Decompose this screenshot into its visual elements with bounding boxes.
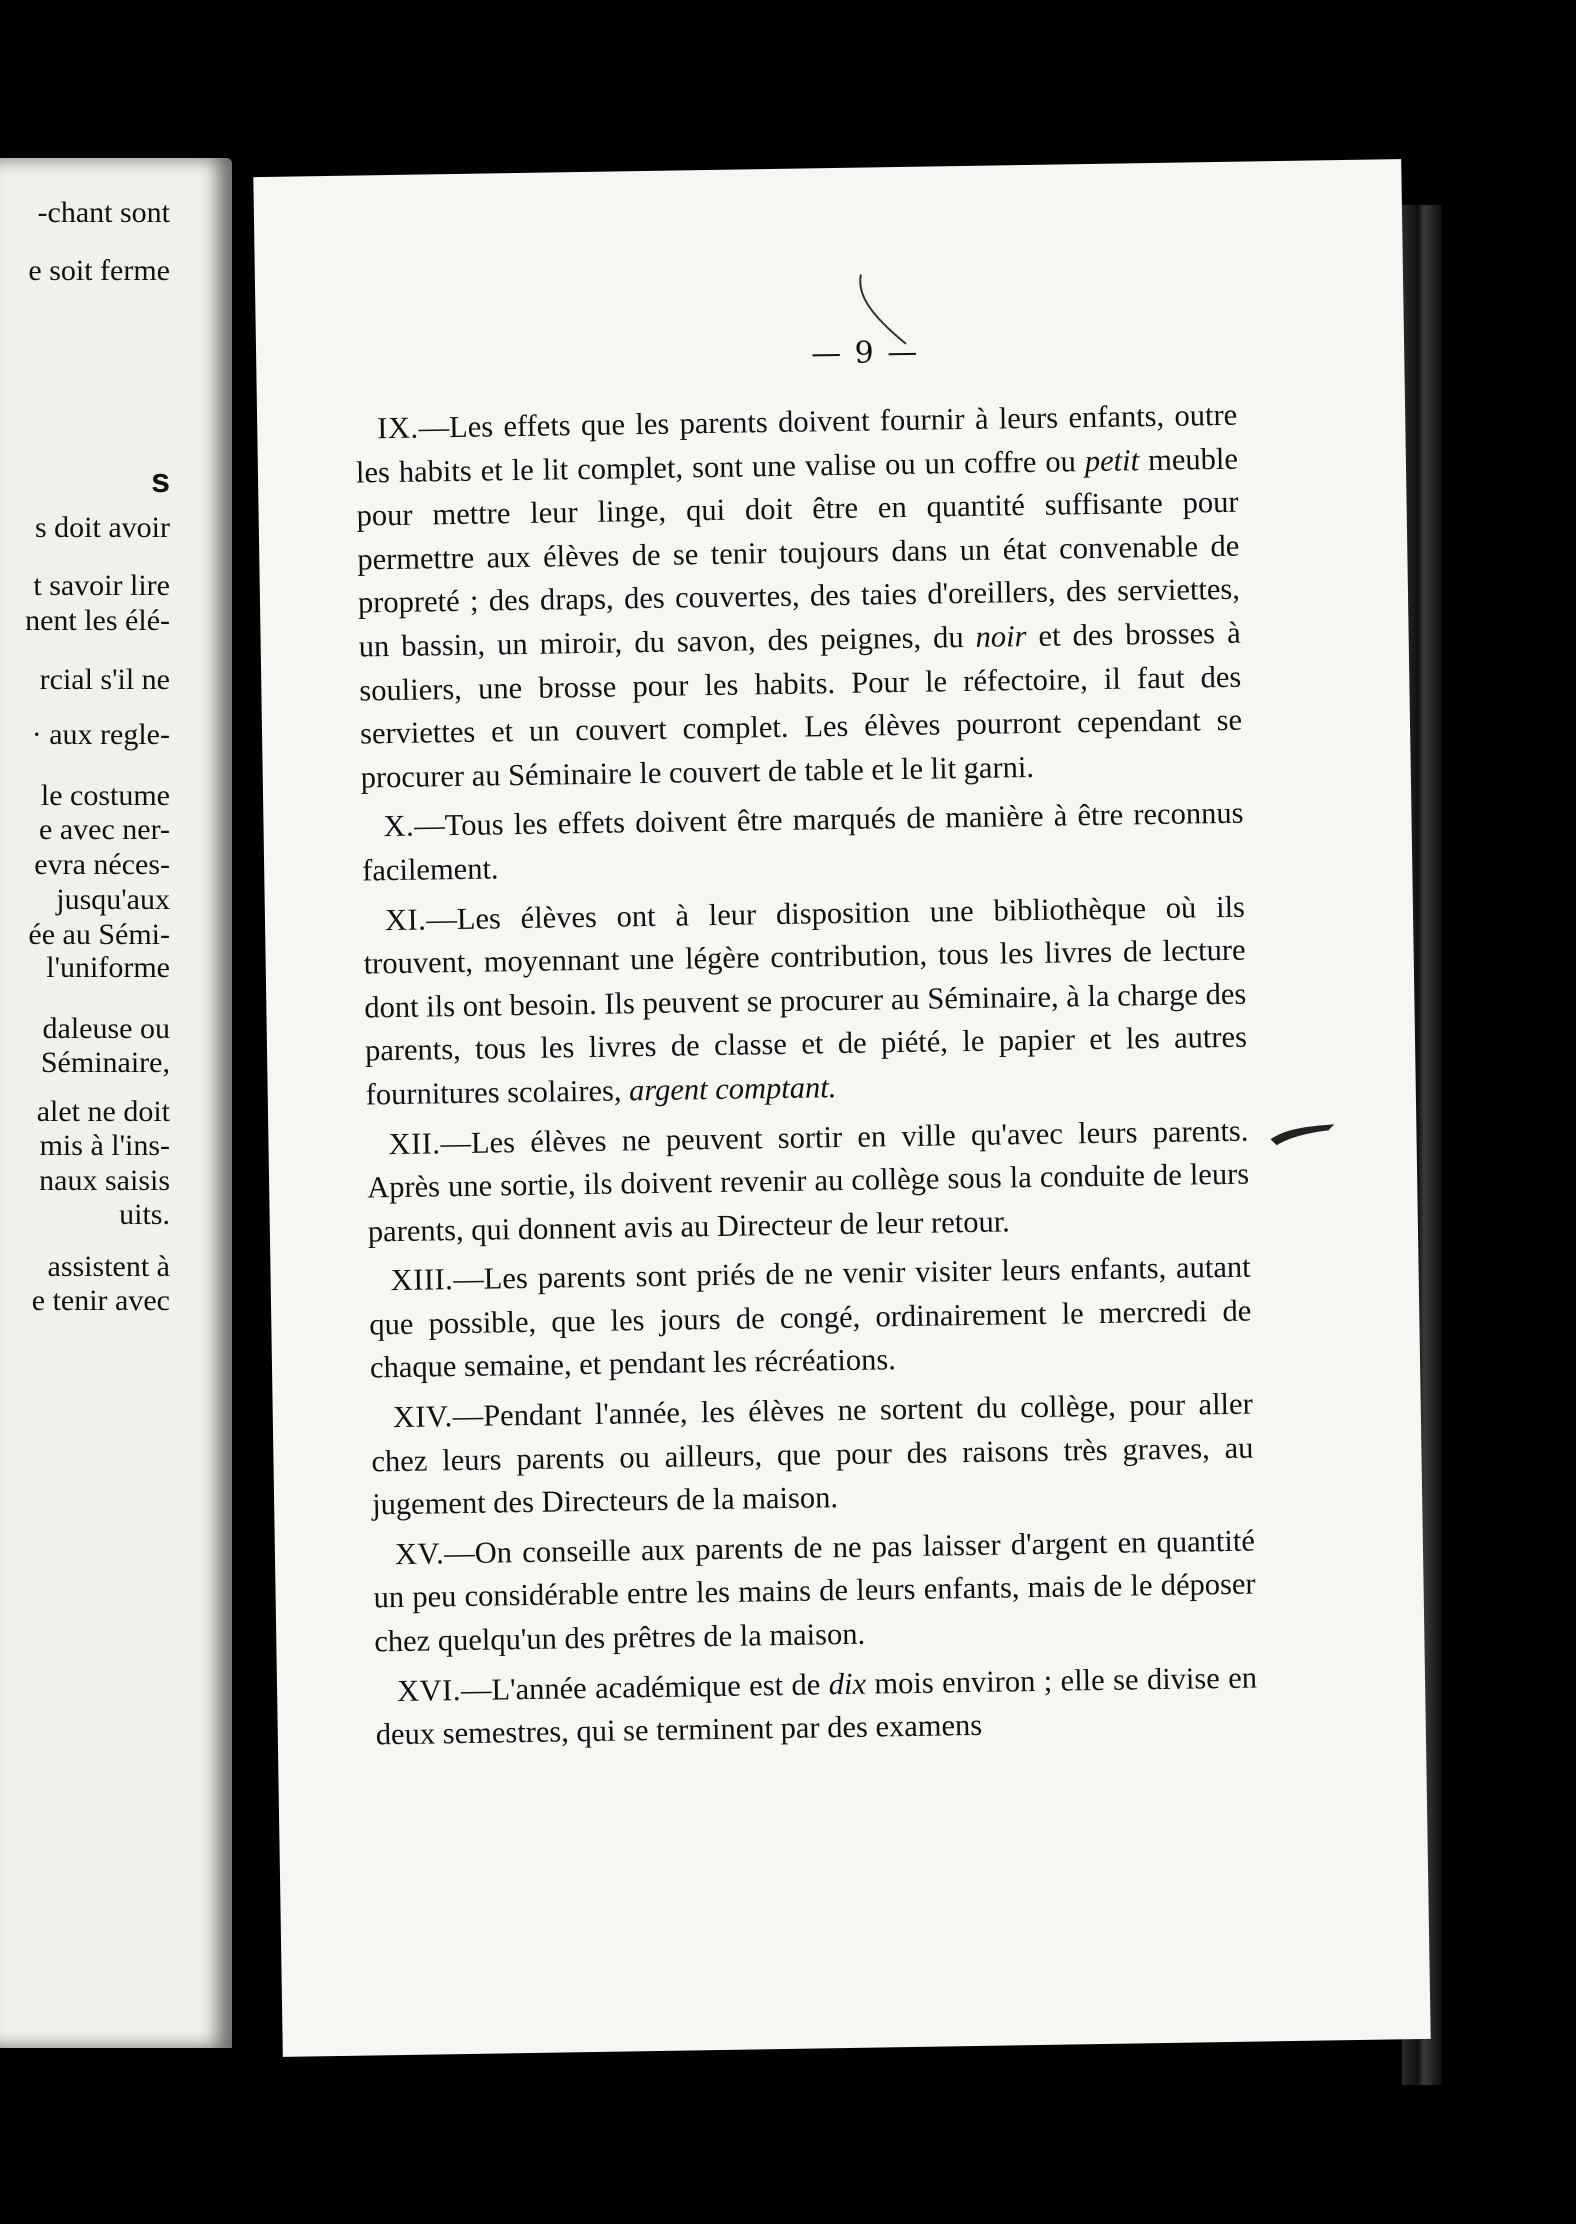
text-segment: —Les parents sont priés de ne venir visiter leurs enfants, autant que possible, que les jours de congé, ordinairement le mercredi de chaque semaine, et pendant les récréations. [369, 1249, 1252, 1385]
article-paragraph [355, 394, 1243, 800]
text-segment: mois environ ; elle se divise en deux semestres, qui se terminent par des examens [375, 1660, 1258, 1752]
left-page-text-fragment: e avec ner- [39, 813, 170, 846]
left-page-text-fragment: e soit ferme [28, 254, 170, 287]
left-page-text-fragment: alet ne doit [36, 1095, 170, 1128]
left-page-text-fragment: -chant sont [37, 196, 170, 229]
article-number: XII. [388, 1125, 441, 1161]
left-page-heading-fragment: s [151, 462, 170, 500]
left-page-text-fragment: evra néces- [34, 848, 170, 881]
article-number: XI. [384, 902, 427, 937]
article-number: IX. [376, 410, 419, 446]
left-page-text-fragment: naux saisis [39, 1164, 170, 1197]
article-paragraph [375, 1656, 1258, 1757]
italic-text-segment: noir [975, 619, 1027, 654]
left-page-text-fragment: daleuse ou [42, 1012, 170, 1045]
article-paragraph [368, 1246, 1252, 1391]
page-body-text [355, 394, 1258, 1757]
italic-text-segment: petit [1084, 442, 1140, 478]
pen-stroke-mark [853, 272, 914, 353]
text-segment: —On conseille aux parents de ne pas laisser d'argent en quantité un peu considérable entre les mains de leurs enfants, mais de le déposer chez quelqu'un des prêtres de la maison. [373, 1523, 1256, 1659]
article-paragraph [366, 1109, 1250, 1254]
article-paragraph [370, 1383, 1254, 1528]
left-facing-page [0, 158, 232, 2048]
article-number: XV. [394, 1536, 445, 1571]
page-number: — 9 — [810, 334, 920, 372]
article-paragraph [361, 792, 1244, 893]
left-page-text-fragment: l'uniforme [46, 951, 170, 984]
left-page-text-fragment: uits. [119, 1198, 170, 1231]
left-page-text-fragment: rcial s'il ne [39, 663, 170, 696]
right-page [253, 159, 1430, 2057]
text-segment: —Tous les effets doivent être marqués de manière à être reconnus facilement. [361, 796, 1244, 888]
article-number: XVI. [396, 1672, 462, 1708]
article-paragraph [373, 1519, 1257, 1664]
text-segment: —L'année académique est de [460, 1666, 829, 1707]
article-paragraph [363, 885, 1248, 1117]
left-page-text-fragment: mis à l'ins- [39, 1129, 170, 1162]
left-page-text-fragment: nent les élé- [25, 604, 170, 637]
text-segment: meuble pour mettre leur linge, qui doit être en quantité suffisante pour permettre aux élèves de se tenir toujours dans un état convenable de propreté ; des draps, des couvertes, des taies d'oreillers, des serviettes, un bassin, un miroir, du savon, des peignes, du [356, 441, 1241, 664]
italic-text-segment: argent comptant. [628, 1069, 837, 1108]
text-segment: —Les élèves ont à leur disposition une bibliothèque où ils trouvent, moyennant une légère contribution, tous les livres de lecture dont ils ont besoin. Ils peuvent se procurer au Séminaire, à la charge des parents, tous les livres de classe et de piété, le papier et les autres fournitures scolaires, [363, 889, 1248, 1112]
text-segment: —Pendant l'année, les élèves ne sortent du collège, pour aller chez leurs parents ou ailleurs, que pour des raisons très graves, au jugement des Directeurs de la maison. [371, 1386, 1254, 1522]
ink-smudge-mark [1268, 1118, 1338, 1149]
left-page-text-fragment: ée au Sémi- [28, 918, 170, 951]
italic-text-segment: dix [828, 1666, 867, 1701]
left-page-text-fragment: s doit avoir [35, 511, 170, 544]
text-segment: —Les élèves ne peuvent sortir en ville qu'avec leurs parents. Après une sortie, ils doivent revenir au collège sous la conduite de leurs parents, qui donnent avis au Directeur de leur retour. [366, 1113, 1250, 1249]
left-page-text-fragment: le costume [40, 779, 170, 812]
left-page-text-fragment: e tenir avec [31, 1284, 170, 1317]
text-segment: et des brosses à souliers, une brosse pour les habits. Pour le réfectoire, il faut des serviettes et un couvert complet. Les élèves pourront cependant se procurer au Séminaire le couvert de table et le lit garni. [359, 615, 1243, 795]
left-page-text-fragment: Séminaire, [40, 1046, 170, 1079]
text-segment: —Les effets que les parents doivent fournir à leurs enfants, outre les habits et le lit complet, sont une valise ou un coffre ou [355, 397, 1238, 490]
article-number: XIV. [392, 1399, 453, 1435]
left-page-text-fragment: t savoir lire [33, 569, 170, 602]
left-page-text-fragment: assistent à [47, 1250, 170, 1283]
left-page-text-fragment: jusqu'aux [56, 883, 170, 916]
article-number: X. [383, 809, 415, 844]
left-page-text-fragment: · aux regle- [31, 718, 170, 751]
article-number: XIII. [390, 1262, 454, 1298]
